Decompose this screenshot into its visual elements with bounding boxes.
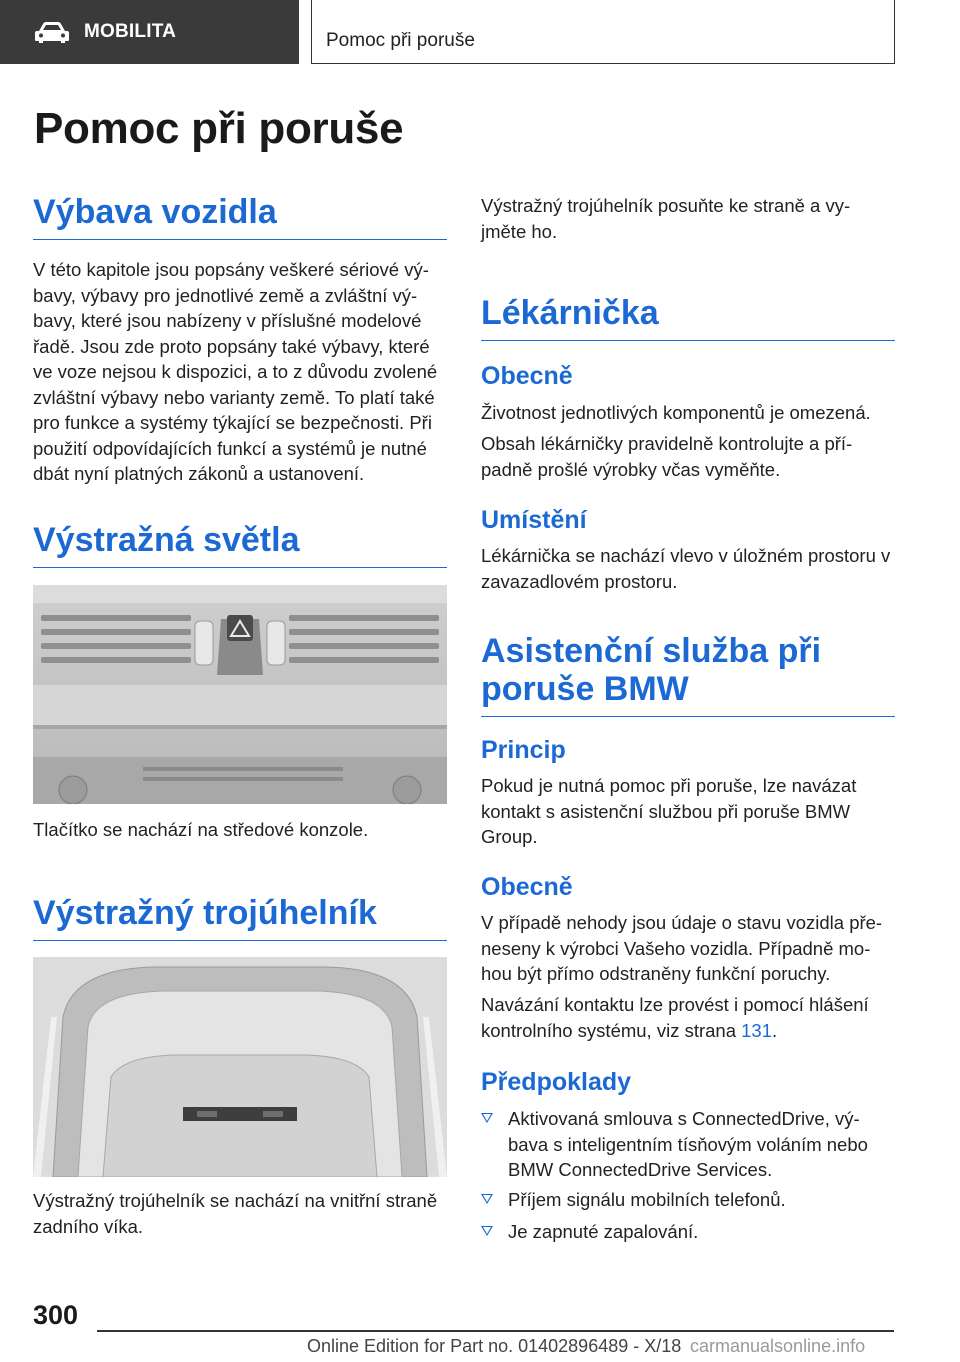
heading-obecne-2: Obecně (481, 873, 573, 901)
heading-predpoklady: Předpoklady (481, 1068, 632, 1096)
list-item-text: Aktivovaná smlouva s ConnectedDrive, vý‐bava s inteligentním tísňovým voláním nebo BMW ConnectedDrive Services. (508, 1108, 868, 1180)
warning-triangle-image (33, 957, 447, 1177)
section-tab (311, 0, 895, 64)
heading-asistencni-sluzba (481, 632, 895, 717)
list-item (481, 1106, 895, 1183)
paragraph-obecne-2b-text: Navázání kontaktu lze provést i pomocí hlášení kontrolního systému, viz strana (481, 994, 869, 1041)
footer-rule (97, 1330, 894, 1332)
heading-vystrazny-trojuhelnik: Výstražný trojúhelník (33, 894, 447, 941)
caption-hazard-button: Tlačítko se nachází na středové konzole. (33, 819, 369, 840)
heading-princip: Princip (481, 736, 566, 764)
footer-watermark: carmanualsonline.info (690, 1336, 866, 1356)
paragraph-princip: Pokud je nutná pomoc při poruše, lze navázat kontakt s asistenční službou při poruše BMW Group. (481, 775, 857, 847)
paragraph-obecne-2a: V případě nehody jsou údaje o stavu vozidla pře‐neseny k výrobci Vašeho vozidla. Případně mo‐hou být přímo odstraněny funkční poruchy. (481, 912, 883, 984)
caption-warning-triangle: Výstražný trojúhelník se nachází na vnitřní straně zadního víka. (33, 1190, 438, 1237)
heading-asistencni-sluzba-line1: Asistenční služba při (481, 632, 822, 670)
triangle-bullet-icon (481, 1226, 493, 1236)
paragraph-obecne-1b: Obsah lékárničky pravidelně kontrolujte a pří‐padně prošlé výrobky včas vyměňte. (481, 433, 853, 480)
chapter-tab (0, 0, 299, 64)
paragraph-obecne-2b-end: . (772, 1019, 778, 1041)
paragraph-warning-triangle-removal: Výstražný trojúhelník posuňte ke straně a vy‐jměte ho. (481, 195, 851, 242)
list-item (481, 1187, 895, 1213)
heading-vybava-vozidla: Výbava vozidla (33, 193, 447, 240)
heading-umisteni: Umístění (481, 506, 587, 534)
paragraph-obecne-2b (481, 992, 895, 1043)
heading-obecne-1: Obecně (481, 362, 573, 390)
list-item-text: Příjem signálu mobilních telefonů. (508, 1189, 786, 1210)
paragraph-obecne-1a: Životnost jednotlivých komponentů je omezená. (481, 402, 871, 423)
page-reference-link[interactable]: 131 (741, 1019, 773, 1041)
section-label: Pomoc při poruše (326, 30, 475, 51)
heading-lekarnicka: Lékárnička (481, 294, 895, 341)
page-number: 300 (33, 1300, 79, 1330)
list-item-text: Je zapnuté zapalování. (508, 1221, 699, 1242)
paragraph-vybava-vozidla: V této kapitole jsou popsány veškeré sériové vý‐bavy, výbavy pro jednotlivé země a zvláštní vý‐bavy, které jsou nabízeny v příslušné modelové řadě. Jsou zde proto popsány také výbavy, které ve voze nejsou k dispozici, a to z důvodu zvolené zvláštní výbavy nebo varianty země. To platí také pro funkce a systémy týkající se bezpečnosti. Při použití odpovídajících funkcí a systémů je nutné dbát nyní platných zákonů a ustanovení. (33, 259, 438, 484)
heading-vystrazna-svetla: Výstražná světla (33, 521, 447, 568)
hazard-button-image (33, 585, 447, 804)
triangle-bullet-icon (481, 1113, 493, 1123)
list-item (481, 1219, 895, 1245)
footer-edition: Online Edition for Part no. 01402896489 - X/18 (307, 1336, 682, 1356)
chapter-label: MOBILITA (84, 21, 177, 42)
triangle-bullet-icon (481, 1194, 493, 1204)
page-title: Pomoc při poruše (34, 104, 404, 153)
paragraph-umisteni: Lékárnička se nachází vlevo v úložném prostoru v zavazadlovém prostoru. (481, 545, 891, 592)
car-icon (34, 20, 70, 44)
heading-asistencni-sluzba-line2: poruše BMW (481, 670, 689, 708)
